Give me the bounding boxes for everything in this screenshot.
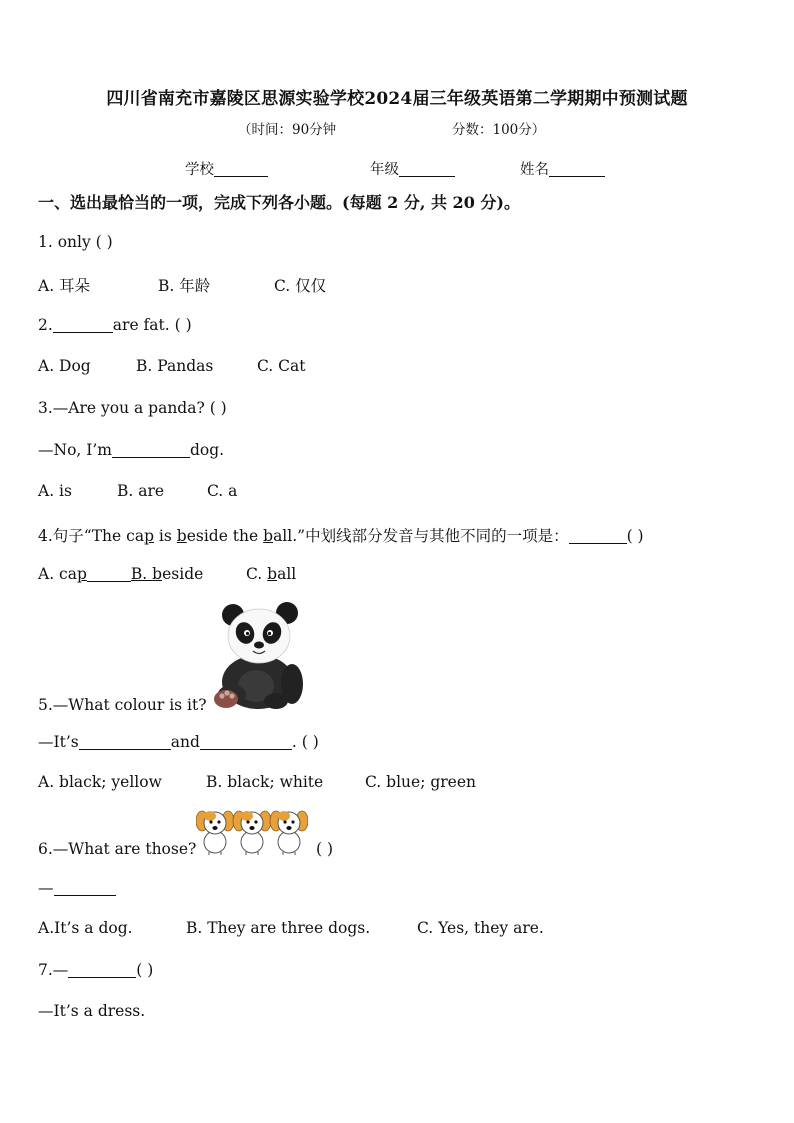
question-6-stem: 6.—What are those?: [38, 840, 197, 858]
question-4-stem: 4.句子“The cap is beside the ball.”中划线部分发音与其他不同的一项是： ( ): [38, 527, 644, 545]
question-5-answer-line: —It’s and . ( ): [38, 733, 319, 751]
page-title: 四川省南充市嘉陵区思源实验学校2024届三年级英语第二学期期中预测试题: [106, 89, 688, 109]
question-7-answer-line: —It’s a dress.: [38, 1002, 146, 1020]
q5-option-b[interactable]: B. black; white: [206, 773, 324, 791]
q1-option-b[interactable]: B. 年龄: [158, 277, 211, 295]
q6-option-a[interactable]: A.It’s a dog.: [38, 919, 133, 937]
q4-blank[interactable]: [569, 528, 627, 544]
q6-option-b[interactable]: B. They are three dogs.: [186, 919, 371, 937]
school-field: [185, 158, 268, 179]
question-1-stem: 1. only ( ): [38, 233, 113, 251]
q4-option-c[interactable]: C. ball: [246, 565, 297, 583]
q5-blank-2[interactable]: [200, 734, 292, 750]
q1-option-a[interactable]: A. 耳朵: [38, 277, 91, 295]
grade-field: [370, 158, 455, 179]
question-3-stem: 3.—Are you a panda? ( ): [38, 399, 227, 417]
question-6-answer-line: —: [38, 879, 116, 897]
q3-option-c[interactable]: C. a: [207, 482, 238, 500]
school-blank[interactable]: [214, 161, 268, 177]
three-dogs-image: [196, 806, 308, 856]
school-label: 学校: [185, 162, 214, 178]
q5-option-a[interactable]: A. black; yellow: [38, 773, 162, 791]
q1-option-c[interactable]: C. 仅仅: [274, 277, 327, 295]
q4-option-b-label: B.: [130, 565, 153, 583]
section-heading: 一、选出最恰当的一项，完成下列各小题。(每题 2 分, 共 20 分)。: [38, 193, 520, 212]
question-7-stem: 7.— ( ): [38, 961, 154, 979]
name-blank[interactable]: [549, 161, 605, 177]
question-3-answer-line: —No, I’m dog.: [38, 441, 225, 459]
q3-option-b[interactable]: B. are: [117, 482, 165, 500]
panda-image: [206, 598, 308, 712]
q2-blank[interactable]: [53, 317, 113, 333]
q3-blank[interactable]: [112, 442, 190, 458]
q2-option-b[interactable]: B. Pandas: [136, 357, 214, 375]
q5-blank-1[interactable]: [79, 734, 171, 750]
exam-time: （时间：90分钟: [238, 122, 337, 138]
name-field: [520, 158, 605, 179]
q6-answer-paren[interactable]: ( ): [316, 840, 334, 858]
q7-blank[interactable]: [68, 962, 136, 978]
q4-option-a-b[interactable]: A. cap B. beside: [38, 565, 204, 583]
q2-option-c[interactable]: C. Cat: [257, 357, 306, 375]
q6-blank[interactable]: [54, 880, 116, 896]
q6-option-c[interactable]: C. Yes, they are.: [417, 919, 544, 937]
question-5-stem: 5.—What colour is it?: [38, 696, 207, 714]
q5-option-c[interactable]: C. blue; green: [365, 773, 477, 791]
grade-label: 年级: [370, 162, 399, 178]
question-2-stem: 2. are fat. ( ): [38, 316, 192, 334]
grade-blank[interactable]: [399, 161, 455, 177]
q3-option-a[interactable]: A. is: [38, 482, 72, 500]
name-label: 姓名: [520, 162, 549, 178]
exam-score: 分数：100分）: [452, 122, 546, 138]
q2-option-a[interactable]: A. Dog: [38, 357, 91, 375]
